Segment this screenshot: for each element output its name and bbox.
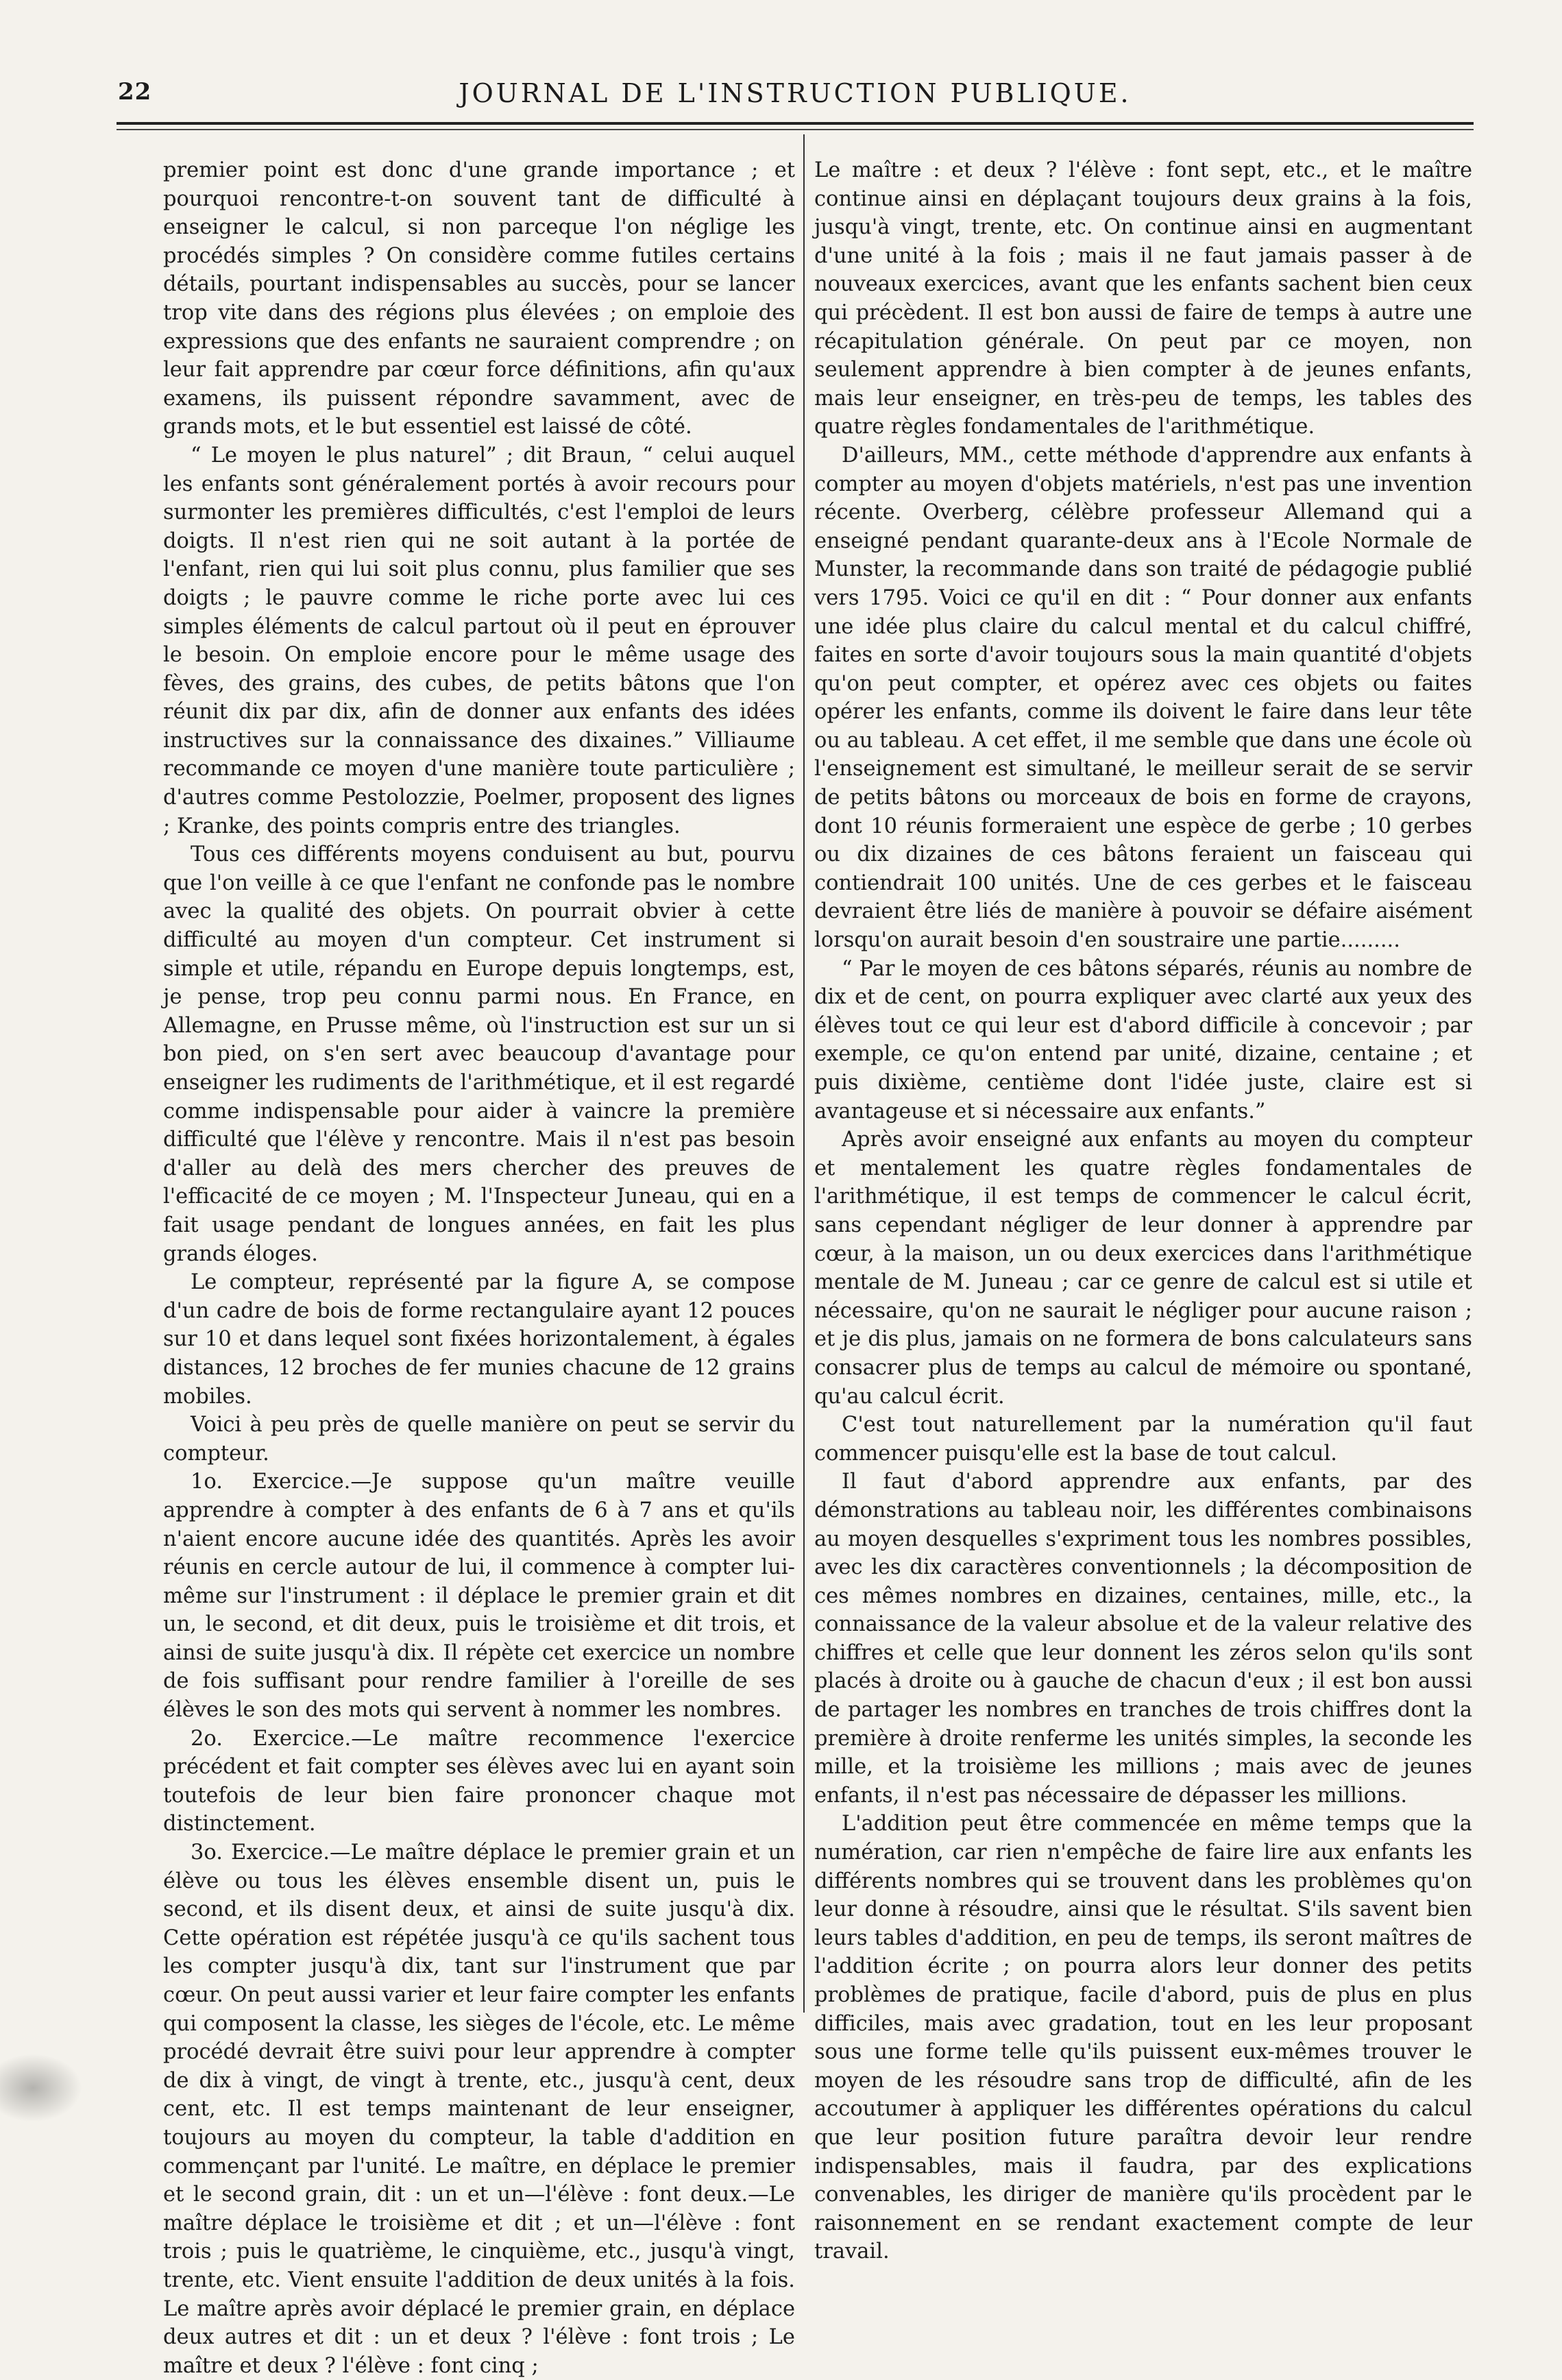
paragraph: Voici à peu près de quelle manière on peut se servir du compteur. [163,1413,795,1466]
paragraph: L'addition peut être commencée en même temps que la numération, car rien n'empêche de faire lire aux enfants les différents nombres qui se trouvent dans les problèmes qu'on leur donne à résoudre, ainsi que le résultat. S'ils savent bien leurs tables d'addition, en peu de temps, ils seront maîtres de l'addition écrite ; on pourra alors leur donner des petits problèmes de pratique, facile d'abord, puis de plus en plus difficiles, mais avec gradation, tout en les leur proposant sous une forme telle qu'ils puissent eux-mêmes trouver le moyen de les résoudre sans trop de difficulté, afin de les accoutumer à appliquer les différentes opérations du calcul que leur position future paraîtra devoir leur rendre indispensables, mais il faudra, par des explications convenables, les diriger de manière qu'ils procèdent par le raisonnement en se rendant exactement compte de leur travail. [814,1812,1472,2264]
paragraph: “ Par le moyen de ces bâtons séparés, réunis au nombre de dix et de cent, on pourra expliquer avec clarté aux yeux des élèves tout ce qui leur est d'abord difficile à concevoir ; par exemple, ce qu'on entend par unité, dizaine, centaine ; et puis dixième, centième dont l'idée juste, claire est si avantageuse et si nécessaire aux enfants.” [814,956,1472,1124]
paragraph: 3o. Exercice.—Le maître déplace le premier grain et un élève ou tous les élèves ensemble disent un, puis le second, et ils disent deux, et ainsi de suite jusqu'à dix. Cette opération est répétée jusqu'à ce qu'ils sachent tous les compter jusqu'à dix, tant sur l'instrument que par cœur. On peut aussi varier et leur faire compter les enfants qui composent la classe, les sièges de l'école, etc. Le même procédé devrait être suivi pour leur apprendre à compter de dix à vingt, de vingt à trente, etc., jusqu'à cent, deux cent, etc. Il est temps maintenant de leur enseigner, toujours au moyen du compteur, la table d'addition en commençant par l'unité. Le maître, en déplace le premier et le second grain, dit : un et un—l'élève : font deux.—Le maître déplace le troisième et dit ; et un—l'élève : font trois ; puis le quatrième, le cinquième, etc., jusqu'à vingt, trente, etc. Vient ensuite l'addition de deux unités à la fois. Le maître après avoir déplacé le premier grain, en déplace deux autres et dit : un et deux ? l'élève : font trois ; Le maître et deux ? l'élève : font cinq ; [163,1841,795,2378]
paragraph: 1o. Exercice.—Je suppose qu'un maître veuille apprendre à compter à des enfants de 6 à 7 ans et qu'ils n'aient encore aucune idée des quantités. Après les avoir réunis en cercle autour de lui, il commence à compter lui-même sur l'instrument : il déplace le premier grain et dit un, le second, et dit deux, puis le troisième et dit trois, et ainsi de suite jusqu'à dix. Il répète cet exercice un nombre de fois suffisant pour rendre familier à l'oreille de ses élèves le son des mots qui servent à nommer les nombres. [163,1470,795,1723]
journal-title: JOURNAL DE L'INSTRUCTION PUBLIQUE. [459,78,1132,108]
header-rule-thin [117,129,1474,130]
paragraph: Il faut d'abord apprendre aux enfants, par des démonstrations au tableau noir, les différentes combinaisons au moyen desquelles s'expriment tous les nombres possibles, avec les dix caractères conventionnels ; la décomposition de ces mêmes nombres en dizaines, centaines, mille, etc., la connaissance de la valeur absolue et de la valeur relative des chiffres et celle que leur donnent les zéros selon qu'ils sont placés à droite ou à gauche de chacun d'eux ; il est bon aussi de partager les nombres en tranches de trois chiffres dont la première à droite renferme les unités simples, la seconde les mille, et la troisième les millions ; mais avec de jeunes enfants, il n'est pas nécessaire de dépasser les millions. [814,1470,1472,1808]
paragraph: premier point est donc d'une grande importance ; et pourquoi rencontre-t-on souvent tant de difficulté à enseigner le calcul, si non parceque l'on néglige les procédés simples ? On considère comme futiles certains détails, pourtant indispensables au succès, pour se lancer trop vite dans des régions plus élevées ; on emploie des expressions que des enfants ne sauraient comprendre ; on leur fait apprendre par cœur force définitions, afin qu'aux examens, ils puissent répondre savamment, avec de grands mots, et le but essentiel est laissé de côté. [163,158,795,439]
right-column [814,156,1472,2266]
page-number: 22 [118,78,152,106]
paragraph: Le compteur, représenté par la figure A, se compose d'un cadre de bois de forme rectangulaire ayant 12 pouces sur 10 et dans lequel sont fixées horizontalement, à égales distances, 12 broches de fer munies chacune de 12 grains mobiles. [163,1270,795,1409]
paragraph: Le maître : et deux ? l'élève : font sept, etc., et le maître continue ainsi en déplaçant toujours deux grains à la fois, jusqu'à vingt, trente, etc. On continue ainsi en augmentant d'une unité à la fois ; mais il ne faut jamais passer à de nouveaux exercices, avant que les enfants sachent bien ceux qui précèdent. Il est bon aussi de faire de temps à autre une récapitulation générale. On peut par ce moyen, non seulement apprendre à bien compter à de jeunes enfants, mais leur enseigner, en très-peu de temps, les tables des quatre règles fondamentales de l'arithmétique. [814,158,1472,439]
paragraph: Après avoir enseigné aux enfants au moyen du compteur et mentalement les quatre règles fondamentales de l'arithmétique, il est temps de commencer le calcul écrit, sans cependant négliger de leur donner à apprendre par cœur, à la maison, un ou deux exercices dans l'arithmétique mentale de M. Juneau ; car ce genre de calcul est si utile et nécessaire, qu'on ne saurait le négliger pour aucune raison ; et je dis plus, jamais on ne formera de bons calculateurs sans consacrer plus de temps au calcul de mémoire ou spontané, qu'au calcul écrit. [814,1128,1472,1409]
paragraph: C'est tout naturellement par la numération qu'il faut commencer puisqu'elle est la base de tout calcul. [814,1413,1472,1466]
left-column [163,156,795,2380]
column-divider [803,134,805,2013]
paragraph: Tous ces différents moyens conduisent au but, pourvu que l'on veille à ce que l'enfant ne confonde pas le nombre avec la qualité des objets. On pourrait obvier à cette difficulté au moyen d'un compteur. Cet instrument si simple et utile, répandu en Europe depuis longtemps, est, je pense, trop peu connu parmi nous. En France, en Allemagne, en Prusse même, où l'instruction est sur un si bon pied, on s'en sert avec beaucoup d'avantage pour enseigner les rudiments de l'arithmétique, et il est regardé comme indispensable pour aider à vaincre la première difficulté que l'élève y rencontre. Mais il n'est pas besoin d'aller au delà des mers chercher des preuves de l'efficacité de ce moyen ; M. l'Inspecteur Juneau, qui en a fait usage pendant de longues années, en fait les plus grands éloges. [163,842,795,1266]
paragraph: D'ailleurs, MM., cette méthode d'apprendre aux enfants à compter au moyen d'objets matériels, n'est pas une invention récente. Overberg, célèbre professeur Allemand qui a enseigné pendant quarante-deux ans à l'Ecole Normale de Munster, la recommande dans son traité de pédagogie publié vers 1795. Voici ce qu'il en dit : “ Pour donner aux enfants une idée plus claire du calcul mental et du calcul chiffré, faites en sorte d'avoir toujours sous la main quantité d'objets qu'on peut compter, et opérez avec ces objets ou faites opérer les enfants, comme ils doivent le faire dans leur tête ou au tableau. A cet effet, il me semble que dans une école où l'enseignement est simultané, le meilleur serait de se servir de petits bâtons ou morceaux de bois en forme de crayons, dont 10 réunis formeraient une espèce de gerbe ; 10 gerbes ou dix dizaines de ces bâtons feraient un faisceau qui contiendrait 100 unités. Une de ces gerbes et le faisceau devraient être liés de manière à pouvoir se défaire aisément lorsqu'on aurait besoin d'en soustraire une partie......... [814,443,1472,953]
page-header [110,74,1480,115]
paragraph: 2o. Exercice.—Le maître recommence l'exercice précédent et fait compter ses élèves avec lui en ayant soin toutefois de leur bien faire prononcer chaque mot distinctement. [163,1726,795,1836]
header-rule-thick [117,122,1474,125]
ink-smudge [0,2054,82,2122]
paragraph: “ Le moyen le plus naturel” ; dit Braun, “ celui auquel les enfants sont généralement portés à avoir recours pour surmonter les premières difficultés, c'est l'emploi de leurs doigts. Il n'est rien qui ne soit autant à la portée de l'enfant, rien qui lui soit plus connu, plus familier que ses doigts ; le pauvre comme le riche porte avec lui ces simples éléments de calcul partout où il peut en éprouver le besoin. On emploie encore pour le même usage des fèves, des grains, des cubes, de petits bâtons que l'on réunit dix par dix, afin de donner aux enfants des idées instructives sur la connaissance des dixaines.” Villiaume recommande ce moyen d'une manière toute particulière ; d'autres comme Pestolozzie, Poelmer, proposent des lignes ; Kranke, des points compris entre des triangles. [163,443,795,838]
